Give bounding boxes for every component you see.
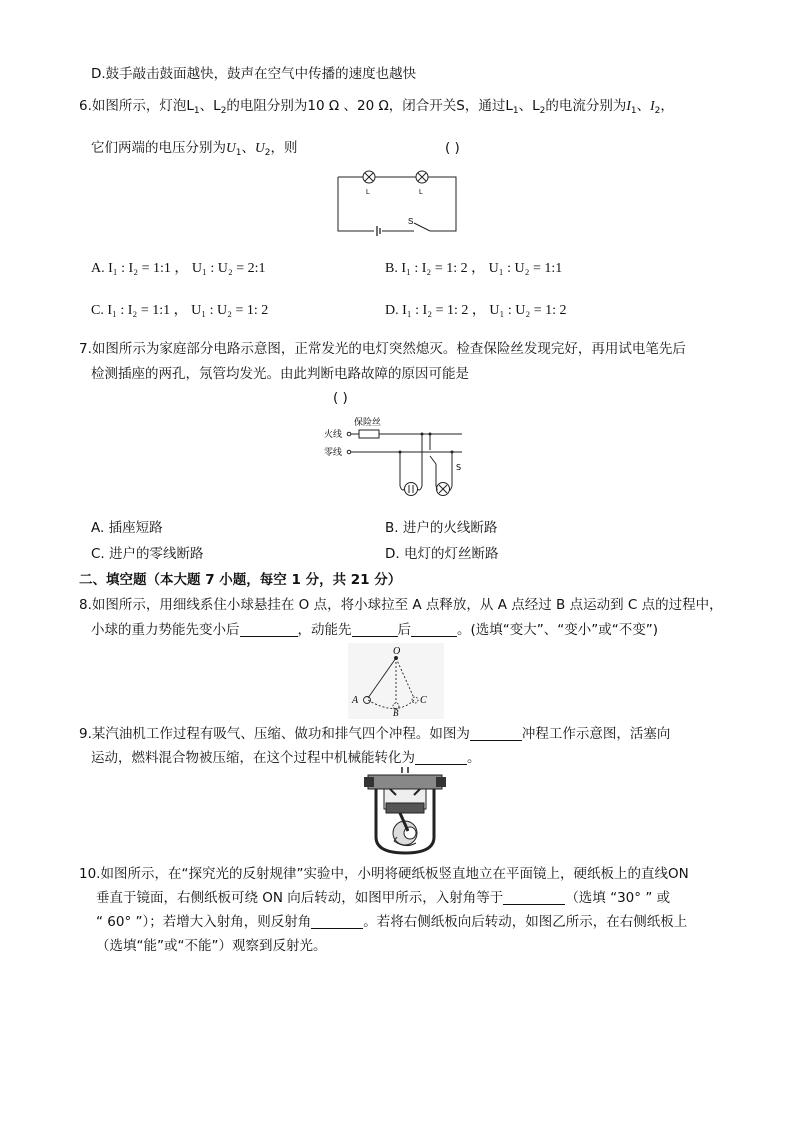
q8-blank-1[interactable] [240, 622, 298, 637]
q6-fig-l1-label: L [366, 189, 370, 196]
q6-i1-sub: 1 [630, 106, 637, 116]
q6-sep3: 、 [636, 98, 651, 114]
q6-option-b[interactable]: B. I₁ : I₂ = 1: 2 ， U₁ : U₂ = 1:1 [385, 261, 563, 276]
q9-blank-1[interactable] [470, 726, 522, 741]
q6-option-d[interactable]: D. I₁ : I₂ = 1: 2 ， U₁ : U₂ = 1: 2 [385, 303, 567, 318]
q6-sep2: 、 [518, 98, 533, 114]
q6-u2: U [254, 140, 265, 155]
q8-line1: 8.如图所示，用细线系住小球悬挂在 O 点，将小球拉至 A 点释放，从 A 点经过 B 点运动到 C 点的过程中， [79, 597, 723, 613]
q6-u2-sub: 2 [264, 148, 271, 158]
q7-option-b[interactable]: B. 进户的火线断路 [385, 520, 498, 536]
q6-l1: L [186, 98, 194, 114]
q6-l1b-sub: 1 [512, 106, 519, 116]
q9-text-a: 9.某汽油机工作过程有吸气、压缩、做功和排气四个冲程。如图为 [79, 726, 470, 742]
q8-fig-c-label: C [420, 695, 427, 706]
q6-option-c[interactable]: C. I₁ : I₂ = 1:1 ， U₁ : U₂ = 1: 2 [91, 303, 269, 318]
q6-circuit-figure [334, 168, 460, 236]
q8-fig-a-label: A [352, 695, 359, 706]
q6-fig-s-label: S [408, 217, 414, 226]
q6-i2: I [650, 98, 655, 113]
q7-fig-fuse-label: 保险丝 [354, 418, 382, 428]
q6-line2-text: 它们两端的电压分别为 [91, 140, 226, 156]
q8-pendulum-figure [348, 643, 444, 719]
q10-line1: 10.如图所示，在“探究光的反射规律”实验中，小明将硬纸板竖直地立在平面镜上，硬纸板上的直线ON [79, 866, 689, 882]
q7-circuit-figure [322, 414, 466, 502]
q10-text-a: 垂直于镜面，右侧纸板可绕 ON 向后转动，如图甲所示，入射角等于 [96, 890, 504, 906]
q6-text-c: 的电流分别为 [545, 98, 627, 114]
q6-end: ， [660, 98, 674, 114]
q6-sep: 、 [199, 98, 214, 114]
q5-option-d: D.鼓手敲击鼓面越快，鼓声在空气中传播的速度也越快 [91, 66, 417, 82]
q10-blank-1[interactable] [503, 890, 565, 905]
q7-answer-paren: ( ) [333, 390, 348, 406]
q6-i1: I [626, 98, 631, 113]
q8-blank-3[interactable] [411, 622, 457, 637]
q10-text-b: （选填 “30° ” 或 [565, 890, 671, 906]
q9-engine-figure [364, 765, 446, 857]
q6-sep4: 、 [241, 140, 255, 156]
q6-answer-paren: ( ) [445, 140, 460, 156]
q10-text-c: “ 60° ”）；若增大入射角，则反射角 [96, 914, 312, 930]
q6-text-b: 的电阻分别为10 Ω 、20 Ω，闭合开关S，通过 [226, 98, 506, 114]
q6-u1-sub: 1 [235, 148, 242, 158]
q6-line1 [79, 96, 674, 121]
q8-text-a: 小球的重力势能先变小后 [91, 622, 240, 638]
q8-line2 [91, 620, 658, 640]
q8-text-b: ，动能先 [297, 622, 352, 638]
q6-l2b: L [532, 98, 540, 114]
q7-option-a[interactable]: A. 插座短路 [91, 520, 163, 536]
q6-l1-sub: 1 [193, 106, 200, 116]
q7-line2: 检测插座的两孔，氖管均发光。由此判断电路故障的原因可能是 [91, 366, 469, 382]
q10-blank-2[interactable] [311, 914, 363, 929]
section-2-heading: 二、填空题（本大题 7 小题，每空 1 分，共 21 分） [79, 572, 402, 588]
q6-option-a[interactable]: A. I₁ : I₂ = 1:1 ， U₁ : U₂ = 2:1 [91, 261, 266, 276]
q7-option-d[interactable]: D. 电灯的灯丝断路 [385, 546, 499, 562]
q7-fig-live-label: 火线 [324, 430, 343, 440]
q6-l2b-sub: 2 [539, 106, 546, 116]
q9-blank-2[interactable] [415, 750, 467, 765]
q10-line4: （选填“能”或“不能”）观察到反射光。 [96, 938, 327, 954]
q8-fig-o-label: O [393, 646, 401, 657]
q6-l2-sub: 2 [220, 106, 227, 116]
q9-line1 [79, 724, 670, 744]
q7-option-c[interactable]: C. 进户的零线断路 [91, 546, 204, 562]
q6-l2: L [213, 98, 221, 114]
q9-text-d: 。 [467, 750, 481, 766]
q7-fig-neutral-label: 零线 [324, 448, 343, 458]
q8-text-c: 后 [397, 622, 411, 638]
q10-line3 [96, 912, 687, 932]
q7-fig-s-label: S [456, 463, 462, 472]
q6-text-a: 6.如图所示，灯泡 [79, 98, 187, 114]
q9-text-c: 运动，燃料混合物被压缩，在这个过程中机械能转化为 [91, 750, 415, 766]
q6-line2-then: ，则 [270, 140, 298, 156]
q8-text-d: 。(选填“变大”、“变小”或“不变”) [457, 622, 658, 638]
q8-blank-2[interactable] [352, 622, 398, 637]
q6-l1b: L [505, 98, 513, 114]
q6-i2-sub: 2 [654, 106, 661, 116]
q10-text-d: 。若将右侧纸板向后转动，如图乙所示，在右侧纸板上 [363, 914, 688, 930]
q6-u1: U [226, 140, 236, 155]
q9-text-b: 冲程工作示意图，活塞向 [521, 726, 671, 742]
q6-line2 [91, 138, 297, 163]
q8-fig-b-label: B [393, 708, 399, 718]
q7-line1: 7.如图所示为家庭部分电路示意图，正常发光的电灯突然熄灭。检查保险丝发现完好，再用试电笔先后 [79, 341, 686, 357]
q6-fig-l2-label: L [419, 189, 423, 196]
q10-line2 [96, 888, 670, 908]
